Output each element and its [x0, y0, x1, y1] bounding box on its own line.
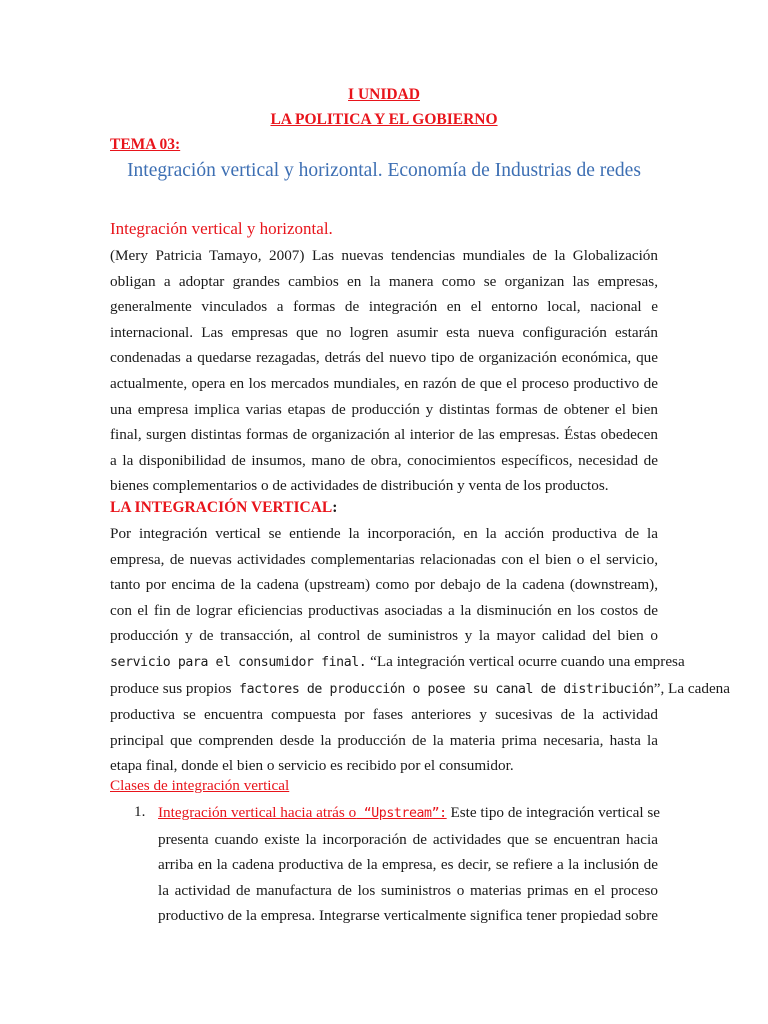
serif-text-run: ”, La cadena: [653, 679, 731, 697]
paragraph-line: actualmente, opera en los mercados mundiales, en razón de que el proceso productivo de: [110, 374, 658, 392]
section-heading-clases: Clases de integración vertical: [110, 777, 290, 794]
paragraph-line: una empresa implica varias etapas de producción y distintas formas de obtener el bien: [110, 400, 658, 418]
topic-subtitle: Integración vertical y horizontal. Economía de Industrias de redes: [127, 160, 641, 181]
paragraph-line: empresa, de nuevas actividades complementarias relacionadas con el bien o el servicio,: [110, 550, 658, 568]
term-text: Integración vertical hacia atrás o: [158, 804, 357, 821]
paragraph-line-mixed: [110, 676, 731, 703]
mono-text-run: servicio para el consumidor final.: [110, 654, 367, 670]
list-item-number: 1.: [134, 803, 146, 820]
term-mono-text: “Upstream”:: [356, 806, 447, 821]
paragraph-line: producción y de transacción, al control de suministros y la mayor calidad del bien o: [110, 627, 658, 645]
list-item-line: productivo de la empresa. Integrarse verticalmente significa tener propiedad sobre: [158, 907, 658, 925]
paragraph-line: (Mery Patricia Tamayo, 2007) Las nuevas tendencias mundiales de la Globalización: [110, 247, 658, 264]
unit-title: I UNIDAD: [348, 86, 420, 103]
paragraph-line: internacional. Las empresas que no logren asumir esta nueva configuración estarán: [110, 323, 658, 341]
paragraph-line: final, surgen distintas formas de organización al interior de las empresas. Éstas obedecen: [110, 426, 658, 444]
tema-label: TEMA 03:: [110, 136, 181, 153]
list-item-line: la actividad de manufactura de los suministros o materias primas en el proceso: [158, 881, 658, 899]
paragraph-line: generalmente vinculados a formas de integración en el entorno local, nacional e: [110, 298, 658, 316]
paragraph-line: Por integración vertical se entiende la incorporación, en la acción productiva de la: [110, 525, 658, 542]
heading-colon: :: [332, 499, 338, 516]
list-item-line: presenta cuando existe la incorporación de actividades que se encuentran hacia: [158, 830, 658, 848]
heading-text: LA INTEGRACIÓN VERTICAL: [110, 499, 333, 516]
list-item-upstream: [158, 800, 661, 929]
serif-text-run: “La integración vertical ocurre cuando una empresa: [366, 652, 685, 670]
paragraph-line: con el fin de lograr eficiencias productivas asociadas a la disminución en los costos de: [110, 601, 658, 619]
list-item-text: Este tipo de integración vertical se: [446, 804, 661, 821]
paragraph-line: etapa final, donde el bien o servicio es recibido por el consumidor.: [110, 757, 514, 775]
paragraph-line: bienes complementarios o de actividades de distribución y venta de los productos.: [110, 477, 609, 495]
paragraph-line: principal que comprenden desde la producción de la materia prima necesaria, hasta la: [110, 731, 658, 749]
section-heading-integracion-vertical: [110, 499, 337, 517]
paragraph-integracion-vertical: [110, 521, 731, 779]
serif-text-run: produce sus propios: [110, 679, 232, 697]
list-item-first-line: [158, 800, 661, 827]
section-heading-integracion: Integración vertical y horizontal.: [110, 219, 333, 238]
mono-text-run: factores de producción o posee su canal de distribución: [231, 681, 654, 697]
paragraph-line: tanto por encima de la cadena (upstream) como por debajo de la cadena (downstream),: [110, 576, 658, 594]
list-item-term: [158, 804, 447, 821]
paragraph-line-mixed: [110, 649, 685, 676]
paragraph-line: obligan a adoptar grandes cambios en la manera como se organizan las empresas,: [110, 272, 658, 290]
paragraph-line: productiva se encuentra compuesta por fases anteriores y sucesivas de la actividad: [110, 706, 658, 724]
paragraph-line: condenadas a quedarse rezagadas, detrás del nuevo tipo de organización económica, que: [110, 349, 658, 367]
paragraph-globalizacion: [110, 243, 658, 499]
page-title: LA POLITICA Y EL GOBIERNO: [270, 111, 498, 128]
paragraph-line: a la disponibilidad de insumos, mano de obra, conocimientos específicos, necesidad de: [110, 451, 658, 469]
list-item-line: arriba en la cadena productiva de la empresa, es decir, se refiere a la inclusión de: [158, 856, 658, 874]
